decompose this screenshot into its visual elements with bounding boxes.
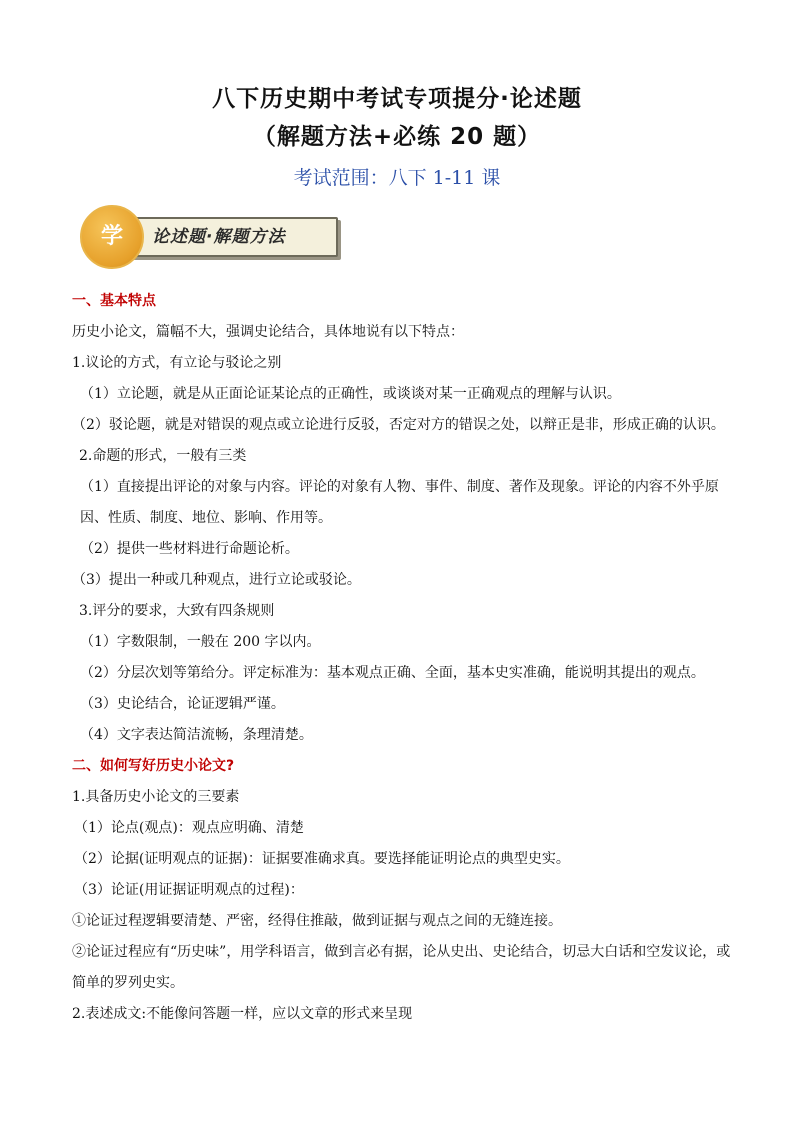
section-badge	[80, 205, 342, 267]
paragraph: 2.命题的形式，一般有三类	[79, 448, 247, 464]
list-item: ①论证过程逻辑要清楚、严密，经得住推敲，做到证据与观点之间的无缝连接。	[72, 913, 562, 929]
document-body	[72, 286, 732, 1030]
section-heading: 一、基本特点	[72, 293, 156, 309]
study-seal-icon: 学	[80, 205, 144, 269]
list-item: （2）驳论题，就是对错误的观点或立论进行反驳，否定对方的错误之处，以辩正是非，形成正确的认识。	[72, 417, 725, 433]
paragraph: 2.表述成文:不能像问答题一样，应以文章的形式来呈现	[72, 1006, 413, 1022]
list-item: （2）论据(证明观点的证据)：证据要准确求真。要选择能证明论点的典型史实。	[74, 851, 570, 867]
document-title: 八下历史期中考试专项提分·论述题	[212, 86, 582, 112]
paragraph: 历史小论文，篇幅不大，强调史论结合，具体地说有以下特点：	[72, 324, 464, 340]
list-item: （2）分层次划等第给分。评定标准为：基本观点正确、全面，基本史实准确，能说明其提出的观点。	[80, 665, 705, 681]
list-item: （1）论点(观点)：观点应明确、清楚	[74, 820, 304, 836]
document-subtitle: （解题方法+必练 20 题）	[252, 124, 542, 150]
list-item: （1）字数限制，一般在 200 字以内。	[80, 634, 321, 650]
paragraph: 3.评分的要求，大致有四条规则	[79, 603, 275, 619]
list-item: （2）提供一些材料进行命题论析。	[80, 541, 299, 557]
badge-label: 论述题·解题方法	[152, 227, 286, 247]
list-item: （3）史论结合，论证逻辑严谨。	[80, 696, 285, 712]
section-heading: 二、如何写好历史小论文?	[72, 758, 235, 774]
paragraph: 1.具备历史小论文的三要素	[72, 789, 240, 805]
list-item: （3）论证(用证据证明观点的过程)：	[74, 882, 304, 898]
list-item: ②论证过程应有“历史味”，用学科语言，做到言必有据，论从史出、史论结合，切忌大白话和空发议论，或简单的罗列史实。	[72, 944, 731, 991]
list-item: （3）提出一种或几种观点，进行立论或驳论。	[72, 572, 361, 588]
list-item: （1）立论题，就是从正面论证某论点的正确性，或谈谈对某一正确观点的理解与认识。	[80, 386, 621, 402]
list-item: （1）直接提出评论的对象与内容。评论的对象有人物、事件、制度、著作及现象。评论的内容不外乎原因、性质、制度、地位、影响、作用等。	[80, 479, 719, 526]
paragraph: 1.议论的方式，有立论与驳论之别	[72, 355, 282, 371]
exam-range: 考试范围：八下 1-11 课	[293, 167, 501, 189]
list-item: （4）文字表达简洁流畅，条理清楚。	[80, 727, 313, 743]
